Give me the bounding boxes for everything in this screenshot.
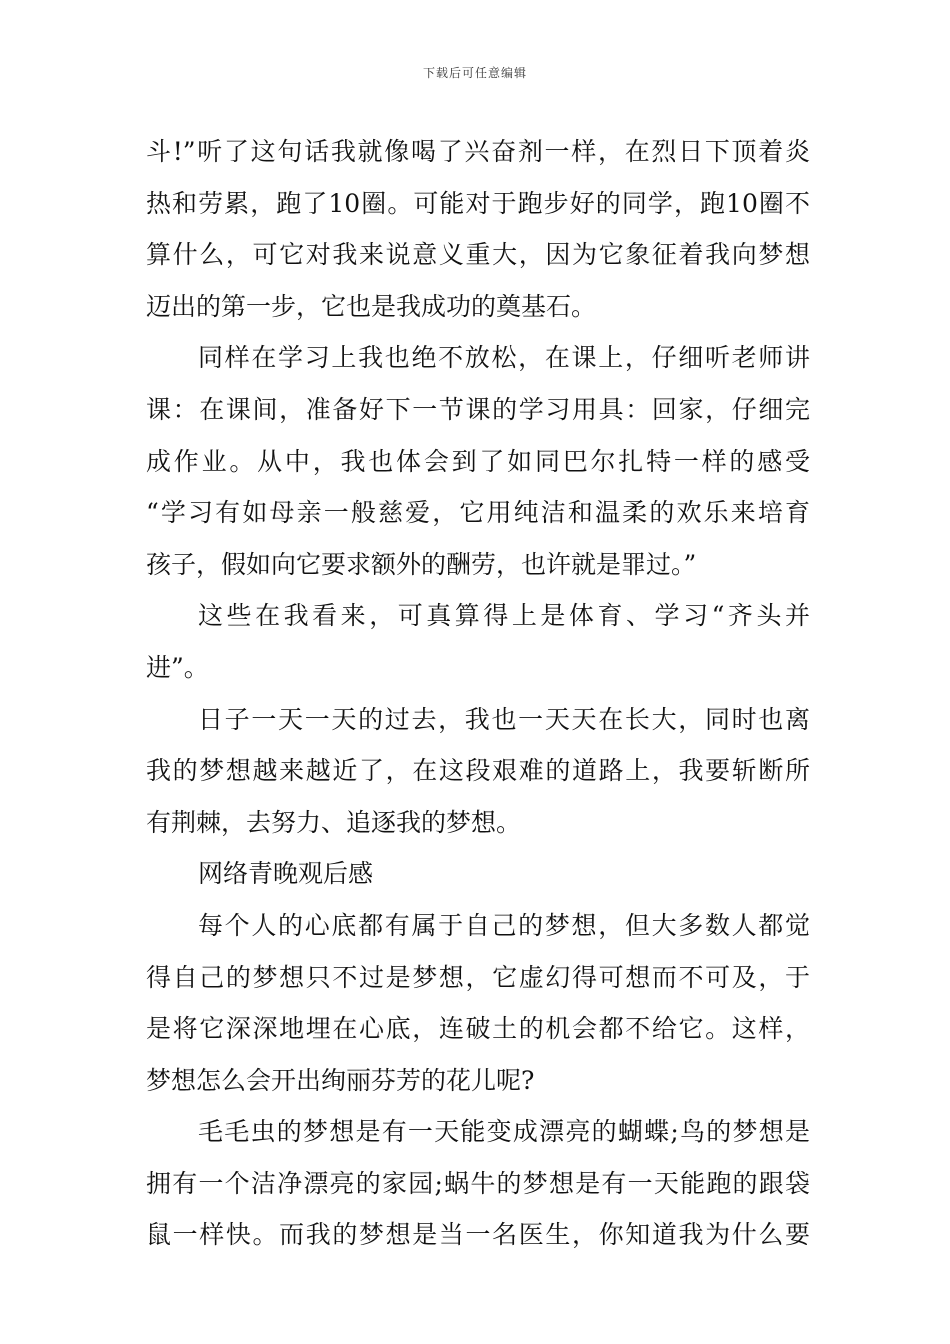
text-line: 拥有一个洁净漂亮的家园;蜗牛的梦想是有一天能跑的跟袋 [146, 1168, 810, 1198]
text-line: 得自己的梦想只不过是梦想，它虚幻得可想而不可及，于 [146, 962, 810, 992]
text-line: 有荆棘，去努力、追逐我的梦想。 [146, 807, 522, 837]
text-line: 算什么，可它对我来说意义重大，因为它象征着我向梦想 [146, 240, 810, 270]
text-line: “学习有如母亲一般慈爱，它用纯洁和温柔的欢乐来培育 [146, 498, 810, 528]
text-line: 毛毛虫的梦想是有一天能变成漂亮的蝴蝶;鸟的梦想是 [198, 1117, 810, 1147]
text-line: 是将它深深地埋在心底，连破土的机会都不给它。这样， [146, 1014, 810, 1044]
text-line: 成作业。从中，我也体会到了如同巴尔扎特一样的感受 [146, 446, 810, 476]
text-line: 每个人的心底都有属于自己的梦想，但大多数人都觉 [198, 910, 810, 940]
text-line: 鼠一样快。而我的梦想是当一名医生，你知道我为什么要 [146, 1220, 810, 1250]
text-line: 同样在学习上我也绝不放松，在课上，仔细听老师讲 [198, 343, 810, 373]
text-line: 迈出的第一步，它也是我成功的奠基石。 [146, 291, 597, 321]
text-line: 课：在课间，准备好下一节课的学习用具：回家，仔细完 [146, 394, 810, 424]
page-header: 下载后可任意编辑 [422, 66, 527, 80]
text-line: 热和劳累，跑了10圈。可能对于跑步好的同学，跑10圈不 [146, 188, 810, 218]
text-line: 梦想怎么会开出绚丽芬芳的花儿呢? [146, 1065, 535, 1095]
text-line: 斗!”听了这句话我就像喝了兴奋剂一样，在烈日下顶着炎 [146, 137, 810, 166]
text-line: 这些在我看来，可真算得上是体育、学习“齐头并 [198, 601, 810, 631]
text-line: 日子一天一天的过去，我也一天天在长大，同时也离 [198, 704, 810, 734]
document-body [146, 126, 810, 1261]
text-line: 进”。 [146, 652, 209, 682]
text-line: 我的梦想越来越近了，在这段艰难的道路上，我要斩断所 [146, 756, 810, 786]
section-heading: 网络青晚观后感 [198, 859, 374, 889]
text-line: 孩子，假如向它要求额外的酬劳，也许就是罪过。” [146, 549, 697, 579]
